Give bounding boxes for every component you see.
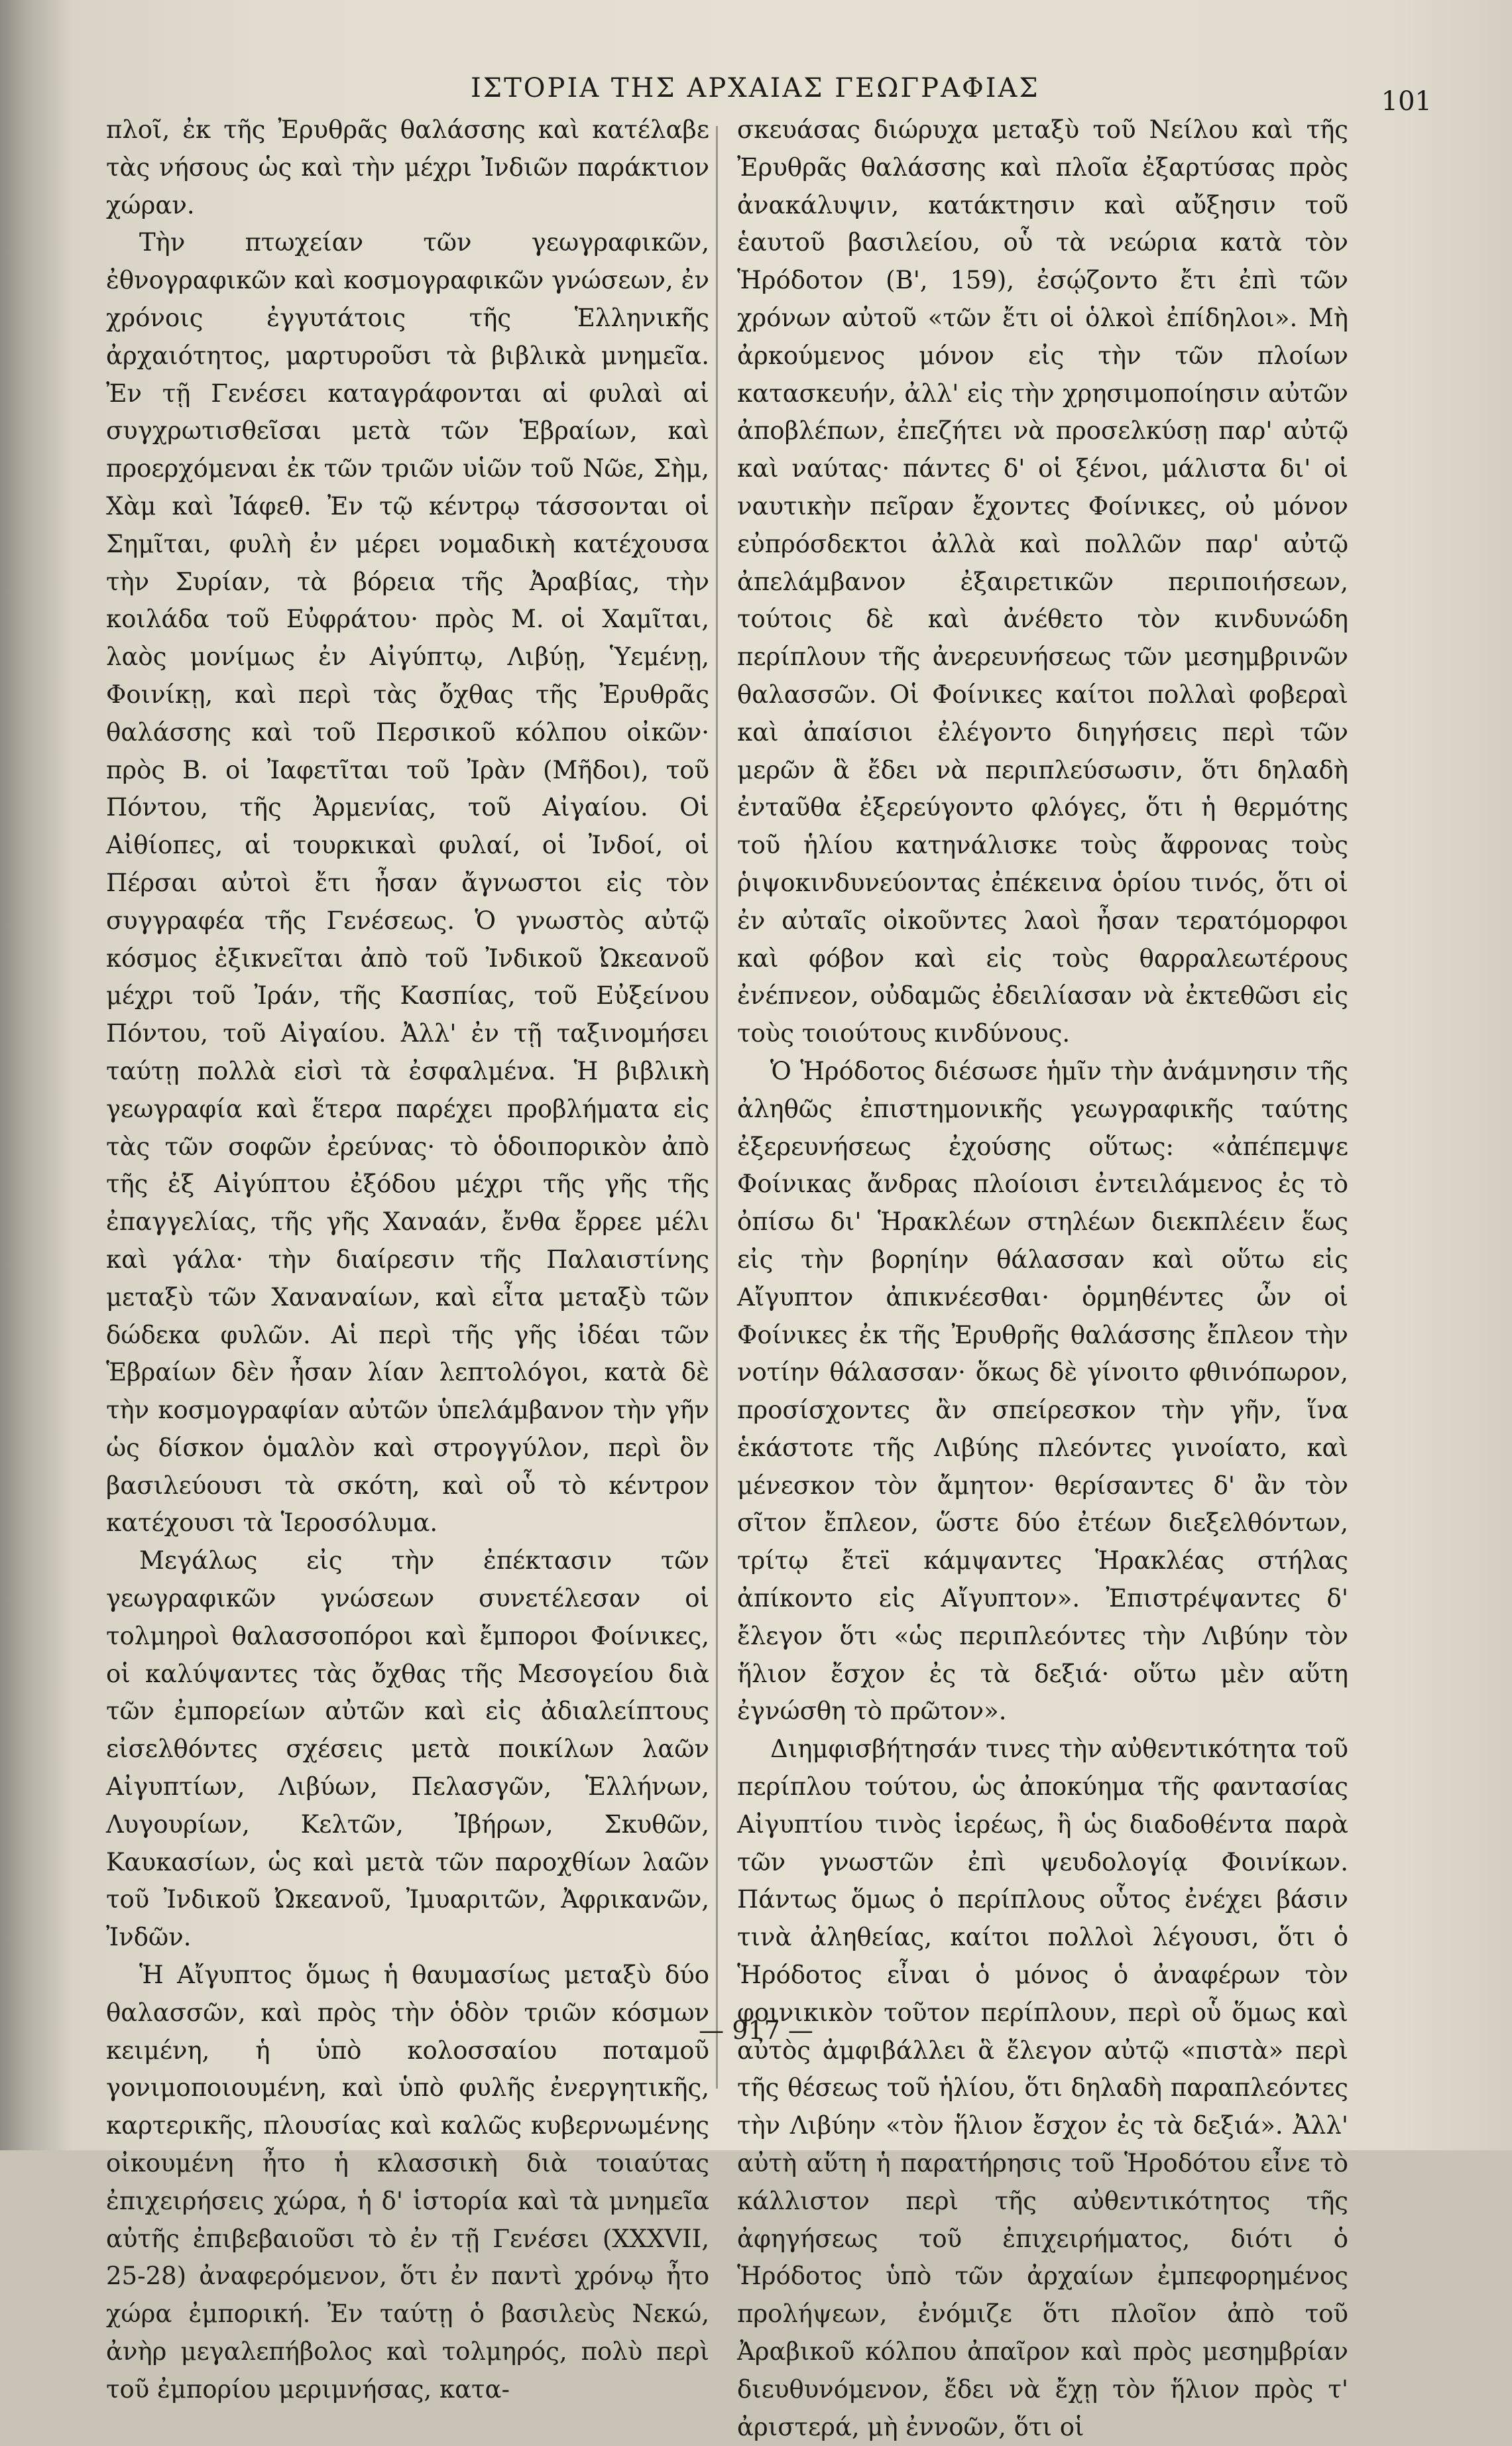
- paragraph: σκευάσας διώρυχα μεταξὺ τοῦ Νείλου καὶ τῆς Ἐρυθρᾶς θαλάσσης καὶ πλοῖα ἐξαρτύσας πρὸς ἀνακάλυψιν, κατάκτησιν καὶ αὔξησιν τοῦ ἑαυτοῦ βασιλείου, οὗ τὰ νεώρια κατὰ τὸν Ἡρόδοτον (Β', 159), ἐσῴζοντο ἔτι ἐπὶ τῶν χρόνων αὐτοῦ «τῶν ἔτι οἱ ὁλκοὶ ἐπίδηλοι». Μὴ ἀρκούμενος μόνον εἰς τὴν τῶν πλοίων κατασκευήν, ἀλλ' εἰς τὴν χρησιμοποίησιν αὐτῶν ἀποβλέπων, ἐπεζήτει νὰ προσελκύσῃ παρ' αὐτῷ καὶ ναύτας· πάντες δ' οἱ ξένοι, μάλιστα δι' οἱ ναυτικὴν πεῖραν ἔχοντες Φοίνικες, οὐ μόνον εὐπρόσδεκτοι ἀλλὰ καὶ πολλῶν παρ' αὐτῷ ἀπελάμβανον ἐξαιρετικῶν περιποιήσεων, τούτοις δὲ καὶ ἀνέθετο τὸν κινδυνώδη περίπλουν τῆς ἀνερευνήσεως τῶν μεσημβρινῶν θαλασσῶν. Οἱ Φοίνικες καίτοι πολλαὶ φοβεραὶ καὶ ἀπαίσιοι ἐλέγοντο διηγήσεις περὶ τῶν μερῶν ἃ ἔδει νὰ περιπλεύσωσιν, ὅτι δηλαδὴ ἐνταῦθα ἐξερεύγοντο φλόγες, ὅτι ἡ θερμότης τοῦ ἡλίου κατηνάλισκε τοὺς ἄφρονας τοὺς ῥιψοκινδυνεύοντας ἐπέκεινα ὁρίου τινός, ὅτι οἱ ἐν αὐταῖς οἰκοῦντες λαοὶ ἦσαν τερατόμορφοι καὶ φόβον καὶ εἰς τοὺς θαρραλεωτέρους ἐνέπνεον, οὐδαμῶς ἐδειλίασαν νὰ ἐκτεθῶσι εἰς τοὺς τοιούτους κινδύνους.: [737, 115, 1348, 1048]
- folio-number: — 917 —: [699, 2016, 813, 2045]
- paragraph: Μεγάλως εἰς τὴν ἐπέκτασιν τῶν γεωγραφικῶν γνώσεων συνετέλεσαν οἱ τολμηροὶ θαλασσοπόροι καὶ ἔμποροι Φοίνικες, οἱ καλύψαντες τὰς ὄχθας τῆς Μεσογείου διὰ τῶν ἐμπορείων αὐτῶν καὶ εἰς ἀδιαλείπτους εἰσελθόντες σχέσεις μετὰ ποικίλων λαῶν Αἰγυπτίων, Λιβύων, Πελασγῶν, Ἑλλήνων, Λυγουρίων, Κελτῶν, Ἰβήρων, Σκυθῶν, Καυκασίων, ὡς καὶ μετὰ τῶν παροχθίων λαῶν τοῦ Ἰνδικοῦ Ὠκεανοῦ, Ἰμυαριτῶν, Ἀφρικανῶν, Ἰνδῶν.: [106, 1546, 709, 1952]
- paragraph: Διημφισβήτησάν τινες τὴν αὐθεντικότητα τοῦ περίπλου τούτου, ὡς ἀποκύημα τῆς φαντασίας Αἰγυπτίου τινὸς ἱερέως, ἢ ὡς διαδοθέντα παρὰ τῶν γνωστῶν ἐπὶ ψευδολογίᾳ Φοινίκων. Πάντως ὅμως ὁ περίπλους οὗτος ἐνέχει βάσιν τινὰ ἀληθείας, καίτοι πολλοὶ λέγουσι, ὅτι ὁ Ἡρόδοτος εἶναι ὁ μόνος ὁ ἀναφέρων τὸν φοινικικὸν τοῦτον περίπλουν, περὶ οὗ ὅμως καὶ αὐτὸς ἀμφιβάλλει ἃ ἔλεγον αὐτῷ «πιστὰ» περὶ τῆς θέσεως τοῦ ἡλίου, ὅτι δηλαδὴ παραπλεόντες τὴν Λιβύην «τὸν ἥλιον ἔσχον ἐς τὰ δεξιά». Ἀλλ' αὐτὴ αὕτη ἡ παρατήρησις τοῦ Ἡροδότου εἶνε τὸ κάλλιστον περὶ τῆς αὐθεντικότητος τῆς ἀφηγήσεως τοῦ ἐπιχειρήματος, διότι ὁ Ἡρόδοτος ὑπὸ τῶν ἀρχαίων ἐμπεφορημένος προλήψεων, ἐνόμιζε ὅτι πλοῖον ἀπὸ τοῦ Ἀραβικοῦ κόλπου ἀπαῖρον καὶ πρὸς μεσημβρίαν διευθυνόμενον, ἔδει νὰ ἔχῃ τὸν ἥλιον πρὸς τ' ἀριστερά, μὴ ἐννοῶν, ὅτι οἱ: [737, 1735, 1348, 2441]
- paragraph: Τὴν πτωχείαν τῶν γεωγραφικῶν, ἐθνογραφικῶν καὶ κοσμογραφικῶν γνώσεων, ἐν χρόνοις ἐγγυτάτοις τῆς Ἑλληνικῆς ἀρχαιότητος, μαρτυροῦσι τὰ βιβλικὰ μνημεῖα. Ἐν τῇ Γενέσει καταγράφονται αἱ φυλαὶ αἱ συγχρωτισθεῖσαι μετὰ τῶν Ἑβραίων, καὶ προερχόμεναι ἐκ τῶν τριῶν υἱῶν τοῦ Νῶε, Σὴμ, Χὰμ καὶ Ἰάφεθ. Ἐν τῷ κέντρῳ τάσσονται οἱ Σημῖται, φυλὴ ἐν μέρει νομαδικὴ κατέχουσα τὴν Συρίαν, τὰ βόρεια τῆς Ἀραβίας, τὴν κοιλάδα τοῦ Εὐφράτου· πρὸς Μ. οἱ Χαμῖται, λαὸς μονίμως ἐν Αἰγύπτῳ, Λιβύῃ, Ὑεμένῃ, Φοινίκῃ, καὶ περὶ τὰς ὄχθας τῆς Ἐρυθρᾶς θαλάσσης καὶ τοῦ Περσικοῦ κόλπου οἰκῶν· πρὸς Β. οἱ Ἰαφετῖται τοῦ Ἰρὰν (Μῆδοι), τοῦ Πόντου, τῆς Ἀρμενίας, τοῦ Αἰγαίου. Οἱ Αἰθίοπες, αἱ τουρκικαὶ φυλαί, οἱ Ἰνδοί, οἱ Πέρσαι αὐτοὶ ἔτι ἦσαν ἄγνωστοι εἰς τὸν συγγραφέα τῆς Γενέσεως. Ὁ γνωστὸς αὐτῷ κόσμος ἐξικνεῖται ἀπὸ τοῦ Ἰνδικοῦ Ὠκεανοῦ μέχρι τοῦ Ἰράν, τῆς Κασπίας, τοῦ Εὐξείνου Πόντου, τοῦ Αἰγαίου. Ἀλλ' ἐν τῇ ταξινομήσει ταύτῃ πολλὰ εἰσὶ τὰ ἐσφαλμένα. Ἡ βιβλικὴ γεωγραφία καὶ ἕτερα παρέχει προβλήματα εἰς τὰς τῶν σοφῶν ἐρεύνας· τὸ ὁδοιπορικὸν ἀπὸ τῆς ἐξ Αἰγύπτου ἐξόδου μέχρι τῆς γῆς τῆς ἐπαγγελίας, τῆς γῆς Χαναάν, ἔνθα ἔρρεε μέλι καὶ γάλα· τὴν διαίρεσιν τῆς Παλαιστίνης μεταξὺ τῶν Χαναναίων, καὶ εἶτα μεταξὺ τῶν δώδεκα φυλῶν. Αἱ περὶ τῆς γῆς ἰδέαι τῶν Ἑβραίων δὲν ἦσαν λίαν λεπτολόγοι, κατὰ δὲ τὴν κοσμογραφίαν αὐτῶν ὑπελάμβανον τὴν γῆν ὡς δίσκον ὁμαλὸν καὶ στρογγύλον, περὶ ὃν βασιλεύουσι τὰ σκότη, καὶ οὗ τὸ κέντρον κατέχουσι τὰ Ἱεροσόλυμα.: [106, 228, 709, 1538]
- paragraph: Ὁ Ἡρόδοτος διέσωσε ἡμῖν τὴν ἀνάμνησιν τῆς ἀληθῶς ἐπιστημονικῆς γεωγραφικῆς ταύτης ἐξερευνήσεως ἐχούσης οὕτως: «ἀπέπεμψε Φοίνικας ἄνδρας πλοίοισι ἐντειλάμενος ἐς τὸ ὀπίσω δι' Ἡρακλέων στηλέων διεκπλέειν ἕως εἰς τὴν βορηίην θάλασσαν καὶ οὕτω εἰς Αἴγυπτον ἀπικνέεσθαι· ὁρμηθέντες ὦν οἱ Φοίνικες ἐκ τῆς Ἐρυθρῆς θαλάσσης ἔπλεον τὴν νοτίην θάλασσαν· ὅκως δὲ γίνοιτο φθινόπωρον, προσίσχοντες ἂν σπείρεσκον τὴν γῆν, ἵνα ἑκάστοτε τῆς Λιβύης πλεόντες γινοίατο, καὶ μένεσκον τὸν ἄμητον· θερίσαντες δ' ἂν τὸν σῖτον ἔπλεον, ὥστε δύο ἐτέων διεξελθόντων, τρίτῳ ἔτεϊ κάμψαντες Ἡρακλέας στήλας ἀπίκοντο εἰς Αἴγυπτον». Ἐπιστρέψαντες δ' ἔλεγον ὅτι «ὡς περιπλεόντες τὴν Λιβύην τὸν ἥλιον ἔσχον ἐς τὰ δεξιά· οὕτω μὲν αὕτη ἐγνώσθη τὸ πρῶτον».: [737, 1056, 1348, 1726]
- page-number: 101: [1381, 86, 1432, 117]
- running-title: ΙΣΤΟΡΙΑ ΤΗΣ ΑΡΧΑΙΑΣ ΓΕΩΓΡΑΦΙΑΣ: [471, 73, 1040, 103]
- right-column: [737, 111, 1348, 2446]
- paragraph: πλοῖ, ἐκ τῆς Ἐρυθρᾶς θαλάσσης καὶ κατέλαβε τὰς νήσους ὡς καὶ τὴν μέχρι Ἰνδιῶν παράκτιον χώραν.: [106, 115, 709, 219]
- column-divider: [716, 126, 718, 2089]
- page-header: [80, 66, 1432, 117]
- left-column: [106, 111, 709, 2409]
- paragraph: Ἡ Αἴγυπτος ὅμως ἡ θαυμασίως μεταξὺ δύο θαλασσῶν, καὶ πρὸς τὴν ὁδὸν τριῶν κόσμων κειμένη, ἡ ὑπὸ κολοσσαίου ποταμοῦ γονιμοποιουμένη, καὶ ὑπὸ φυλῆς ἐνεργητικῆς, καρτερικῆς, πλουσίας καὶ καλῶς κυβερνωμένης οἰκουμένη ἦτο ἡ κλασσικὴ διὰ τοιαύτας ἐπιχειρήσεις χώρα, ἡ δ' ἱστορία καὶ τὰ μνημεῖα αὐτῆς ἐπιβεβαιοῦσι τὸ ἐν τῇ Γενέσει (XXXVII, 25-28) ἀναφερόμενον, ὅτι ἐν παντὶ χρόνῳ ἦτο χώρα ἐμπορική. Ἐν ταύτῃ ὁ βασιλεὺς Νεκώ, ἀνὴρ μεγαλεπήβολος καὶ τολμηρός, πολὺ περὶ τοῦ ἐμπορίου μεριμνήσας, κατα-: [106, 1961, 709, 2404]
